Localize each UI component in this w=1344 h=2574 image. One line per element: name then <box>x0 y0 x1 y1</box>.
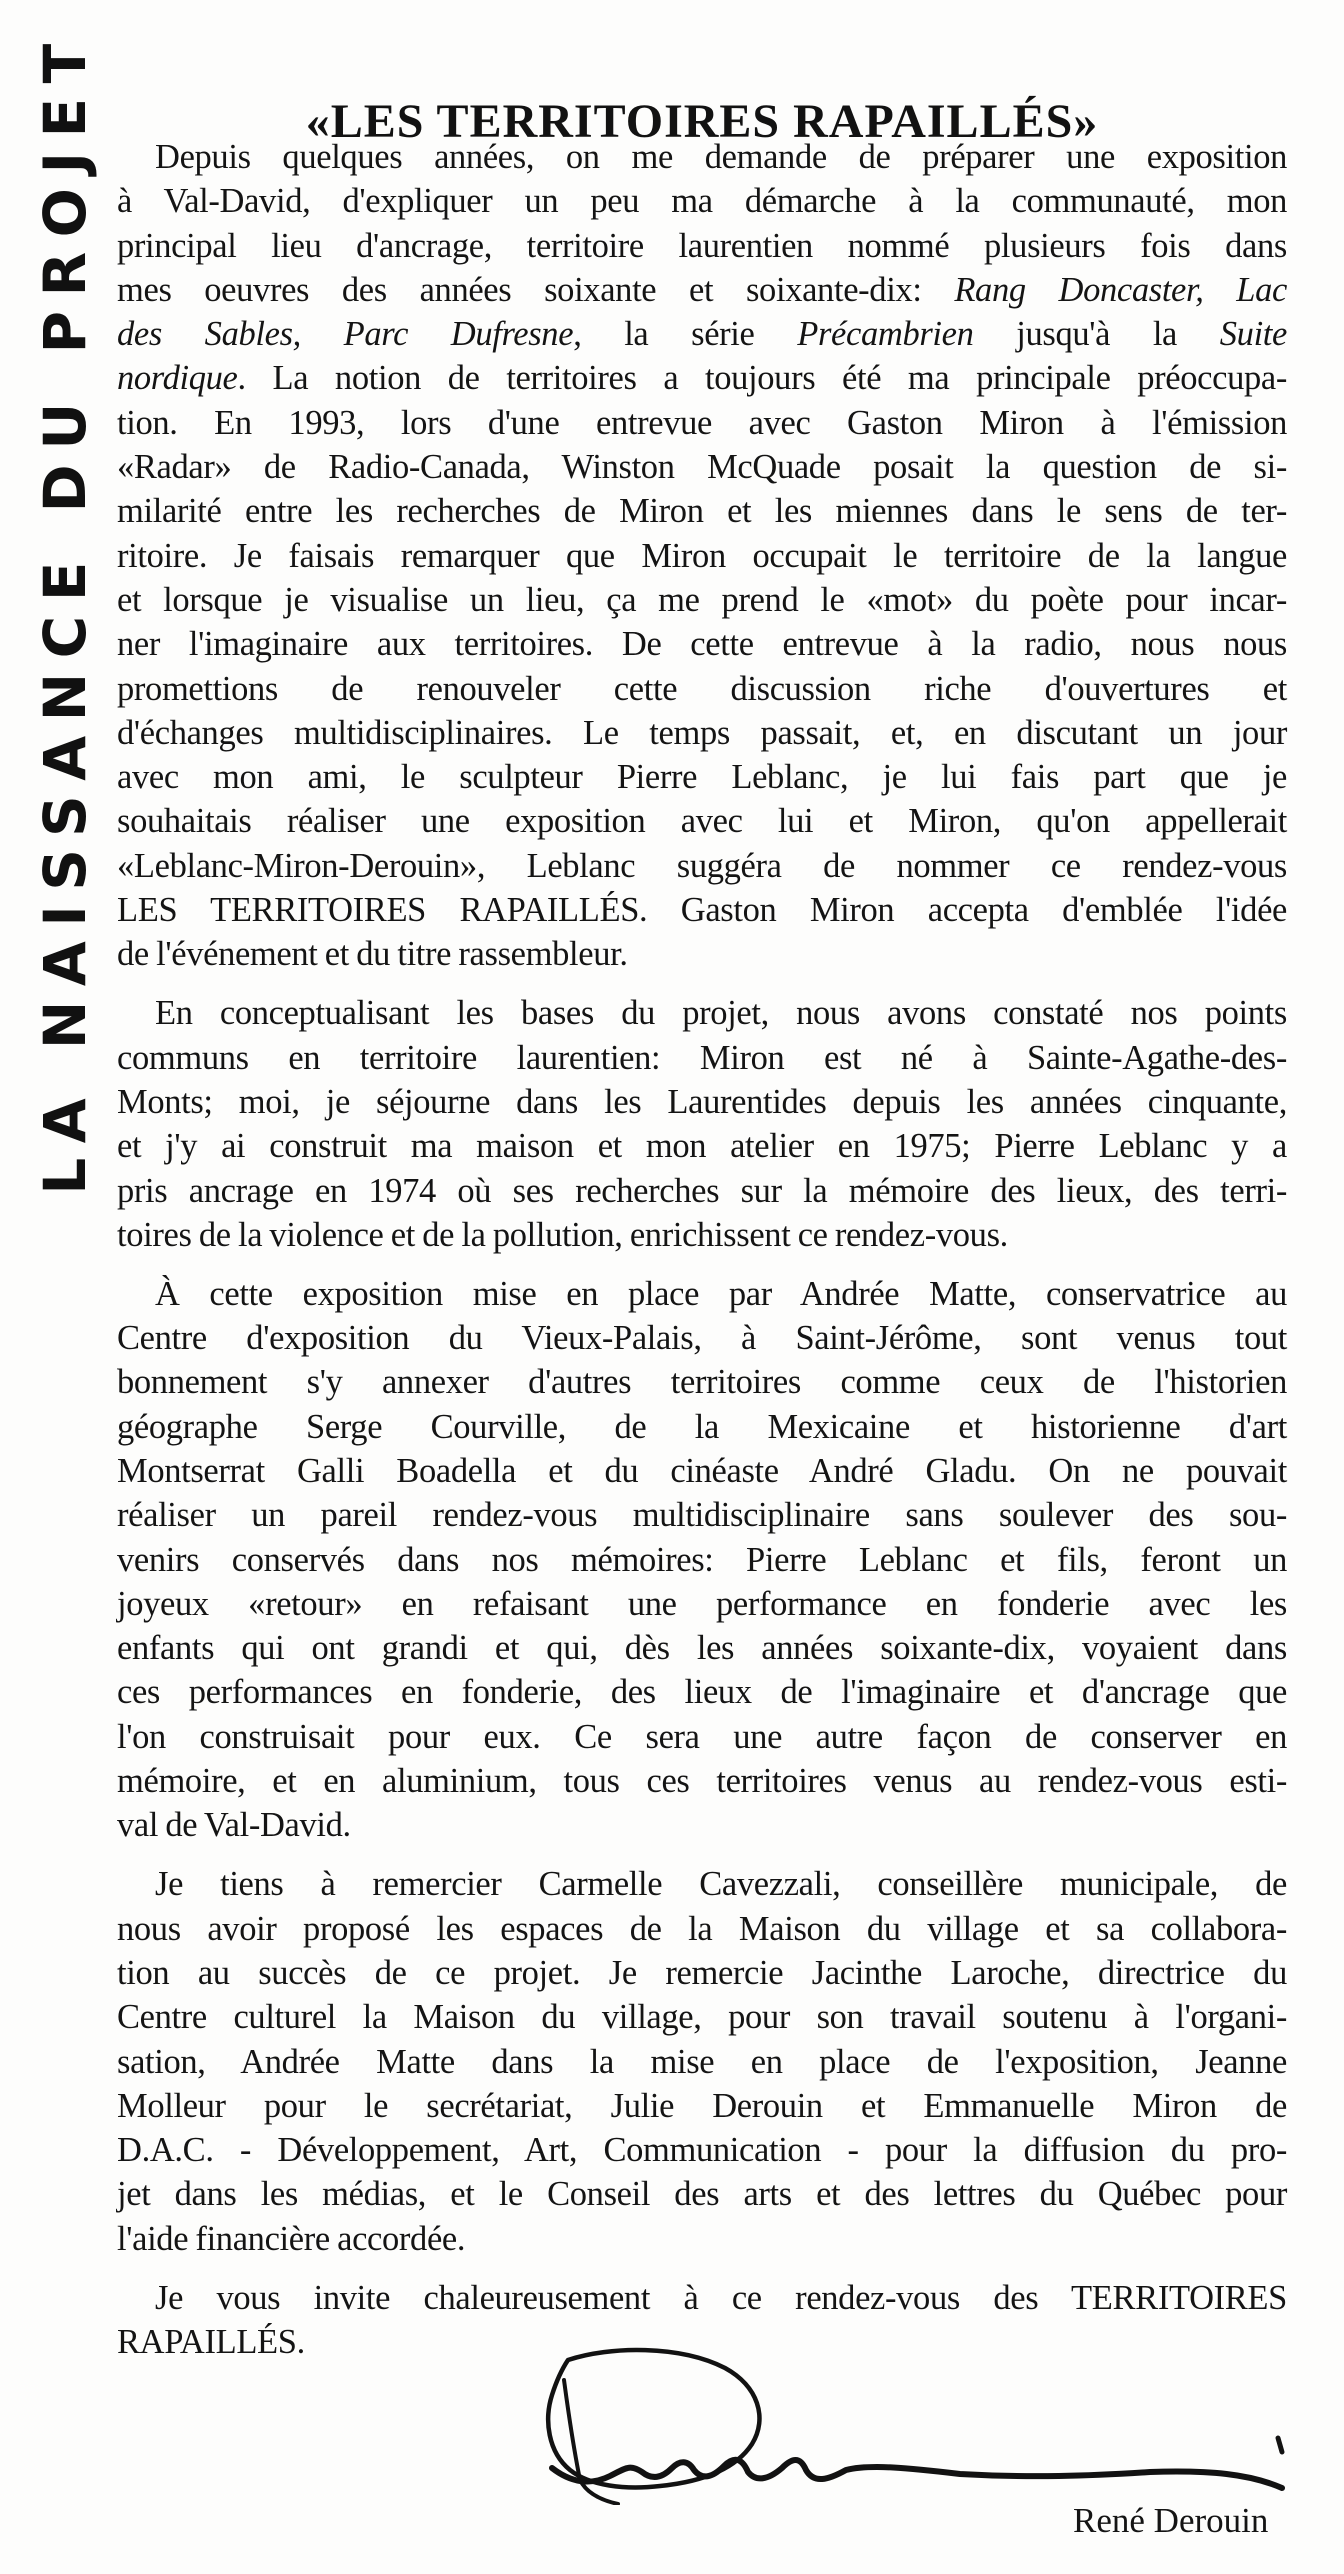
text-line <box>117 1316 1287 1360</box>
text-segment: toires de la violence et de la pollution, enrichissent ce rendez-vous. <box>117 1215 1008 1254</box>
text-line <box>117 1907 1287 1951</box>
text-segment: D.A.C. - Développement, Art, Communication - pour la diffusion du pro- <box>117 2131 1287 2170</box>
text-segment: En conceptualisant les bases du projet, nous avons constaté nos points <box>155 994 1287 1033</box>
text-segment: tion au succès de ce projet. Je remercie Jacinthe Laroche, directrice du <box>117 1953 1287 1992</box>
text-line <box>117 991 1287 1035</box>
text-segment: milarité entre les recherches de Miron et les miennes dans le sens de ter- <box>117 492 1287 531</box>
text-line <box>117 135 1287 179</box>
text-segment: nous avoir proposé les espaces de la Maison du village et sa collabora- <box>117 1909 1287 1948</box>
text-segment: d'échanges multidisciplinaires. Le temps passait, et, en discutant un jour <box>117 713 1287 752</box>
text-segment: principal lieu d'ancrage, territoire laurentien nommé plusieurs fois dans <box>117 226 1287 265</box>
text-segment: pris ancrage en 1974 où ses recherches sur la mémoire des lieux, des terri- <box>117 1171 1287 1210</box>
text-line <box>117 1213 1287 1257</box>
text-segment: ritoire. Je faisais remarquer que Miron occupait le territoire de la langue <box>117 536 1287 575</box>
text-line <box>117 1036 1287 1080</box>
text-line <box>117 534 1287 578</box>
paragraph <box>117 1862 1287 2261</box>
paragraph <box>117 991 1287 1257</box>
handwritten-signature-icon <box>530 2340 1300 2505</box>
text-segment: souhaitais réaliser une exposition avec lui et Miron, qu'on appellerait <box>117 802 1287 841</box>
signature-loop <box>548 2350 759 2487</box>
text-line <box>117 1405 1287 1449</box>
text-line <box>117 1715 1287 1759</box>
italic-artwork-title: Rang Doncaster, Lac <box>954 270 1287 309</box>
text-segment: ces performances en fonderie, des lieux de l'imaginaire et d'ancrage que <box>117 1673 1287 1712</box>
text-line <box>117 1080 1287 1124</box>
text-line <box>117 1449 1287 1493</box>
text-segment: Depuis quelques années, on me demande de préparer une exposition <box>155 138 1287 176</box>
text-segment: réaliser un pareil rendez-vous multidisciplinaire sans soulever des sou- <box>117 1496 1287 1535</box>
text-segment: Centre d'exposition du Vieux-Palais, à Saint-Jérôme, sont venus tout <box>117 1319 1287 1358</box>
italic-artwork-title: nordique <box>117 359 238 398</box>
text-line <box>117 711 1287 755</box>
text-line <box>117 401 1287 445</box>
text-segment: Centre culturel la Maison du village, pour son travail soutenu à l'organi- <box>117 1998 1287 2037</box>
text-segment: val de Val-David. <box>117 1806 351 1845</box>
text-segment: À cette exposition mise en place par Andrée Matte, conservatrice au <box>155 1274 1287 1313</box>
text-line <box>117 1538 1287 1582</box>
page-title: «LES TERRITOIRES RAPAILLÉS» <box>305 95 1099 149</box>
italic-artwork-title: Précambrien <box>797 315 974 354</box>
text-line <box>117 667 1287 711</box>
text-segment: ner l'imaginaire aux territoires. De cette entrevue à la radio, nous nous <box>117 625 1287 664</box>
text-line <box>117 489 1287 533</box>
text-segment: mes oeuvres des années soixante et soixante-dix: <box>117 270 955 309</box>
text-segment: avec mon ami, le sculpteur Pierre Leblanc, je lui fais part que je <box>117 758 1287 797</box>
text-segment: communs en territoire laurentien: Miron est né à Sainte-Agathe-des- <box>117 1038 1287 1077</box>
text-line <box>117 1670 1287 1714</box>
section-title-text: LA NAISSANCE DU PROJET <box>31 29 99 1195</box>
text-segment: l'on construisait pour eux. Ce sera une autre façon de conserver en <box>117 1717 1287 1756</box>
text-line <box>117 1951 1287 1995</box>
text-segment: venirs conservés dans nos mémoires: Pierre Leblanc et fils, feront un <box>117 1540 1287 1579</box>
text-segment: Je vous invite chaleureusement à ce rendez-vous des TERRITOIRES <box>155 2278 1287 2317</box>
text-line <box>117 1862 1287 1906</box>
text-line <box>117 1582 1287 1626</box>
text-segment: et j'y ai construit ma maison et mon atelier en 1975; Pierre Leblanc y a <box>117 1127 1287 1166</box>
text-line <box>117 1493 1287 1537</box>
text-segment: , la série <box>573 315 798 354</box>
text-line <box>117 1169 1287 1213</box>
text-segment: jet dans les médias, et le Conseil des arts et des lettres du Québec pour <box>117 2175 1287 2214</box>
text-segment: tion. En 1993, lors d'une entrevue avec Gaston Miron à l'émission <box>117 403 1287 442</box>
paragraph <box>117 1272 1287 1848</box>
text-line <box>117 799 1287 843</box>
text-segment: sation, Andrée Matte dans la mise en place de l'exposition, Jeanne <box>117 2042 1287 2081</box>
text-segment: de l'événement et du titre rassembleur. <box>117 935 628 974</box>
text-line <box>117 1272 1287 1316</box>
text-line <box>117 2040 1287 2084</box>
italic-artwork-title: Suite <box>1219 315 1287 354</box>
signature-dot <box>1278 2438 1282 2452</box>
text-line <box>117 2276 1287 2320</box>
text-line <box>117 2128 1287 2172</box>
text-segment: LES TERRITOIRES RAPAILLÉS. Gaston Miron accepta d'emblée l'idée <box>117 891 1287 930</box>
text-line <box>117 2217 1287 2261</box>
text-line <box>117 844 1287 888</box>
text-line <box>117 932 1287 976</box>
text-segment: Monts; moi, je séjourne dans les Laurentides depuis les années cinquante, <box>117 1082 1287 1121</box>
italic-artwork-title: des Sables, Parc Dufresne <box>117 315 574 354</box>
text-line <box>117 2084 1287 2128</box>
text-line <box>117 1803 1287 1847</box>
text-line <box>117 2172 1287 2216</box>
text-segment: jusqu'à la <box>973 315 1220 354</box>
text-line <box>117 268 1287 312</box>
text-line <box>117 1124 1287 1168</box>
text-segment: enfants qui ont grandi et qui, dès les années soixante-dix, voyaient dans <box>117 1629 1287 1668</box>
paragraph <box>117 135 1287 977</box>
text-segment: à Val-David, d'expliquer un peu ma démarche à la communauté, mon <box>117 182 1287 221</box>
text-line <box>117 622 1287 666</box>
text-line <box>117 1626 1287 1670</box>
signer-name: René Derouin <box>1073 2501 1269 2540</box>
text-line <box>117 888 1287 932</box>
text-segment: RAPAILLÉS. <box>117 2323 305 2361</box>
text-segment: mémoire, et en aluminium, tous ces territoires venus au rendez-vous esti- <box>117 1762 1287 1801</box>
text-segment: joyeux «retour» en refaisant une performance en fonderie avec les <box>117 1584 1287 1623</box>
text-segment: géographe Serge Courville, de la Mexicaine et historienne d'art <box>117 1407 1287 1446</box>
text-segment: . La notion de territoires a toujours été ma principale préoccupa- <box>237 359 1287 398</box>
text-line <box>117 445 1287 489</box>
text-segment: bonnement s'y annexer d'autres territoires comme ceux de l'historien <box>117 1363 1287 1402</box>
text-segment: et lorsque je visualise un lieu, ça me prend le «mot» du poète pour incar- <box>117 580 1287 619</box>
text-line <box>117 578 1287 622</box>
text-line <box>117 224 1287 268</box>
text-line <box>117 312 1287 356</box>
text-line <box>117 356 1287 400</box>
text-line <box>117 179 1287 223</box>
article-body <box>117 135 1287 2379</box>
text-line <box>117 1759 1287 1803</box>
text-segment: promettions de renouveler cette discussion riche d'ouvertures et <box>117 669 1287 708</box>
text-line <box>117 1995 1287 2039</box>
section-title-vertical <box>31 29 99 1195</box>
text-segment: l'aide financière accordée. <box>117 2219 466 2258</box>
text-segment: «Leblanc-Miron-Derouin», Leblanc suggéra de nommer ce rendez-vous <box>117 846 1287 885</box>
text-segment: Molleur pour le secrétariat, Julie Derouin et Emmanuelle Miron de <box>117 2086 1287 2125</box>
text-line <box>117 755 1287 799</box>
text-line <box>117 1360 1287 1404</box>
text-segment: «Radar» de Radio-Canada, Winston McQuade posait la question de si- <box>117 448 1287 487</box>
text-segment: Montserrat Galli Boadella et du cinéaste André Gladu. On ne pouvait <box>117 1451 1287 1490</box>
text-segment: Je tiens à remercier Carmelle Cavezzali, conseillère municipale, de <box>155 1865 1287 1904</box>
